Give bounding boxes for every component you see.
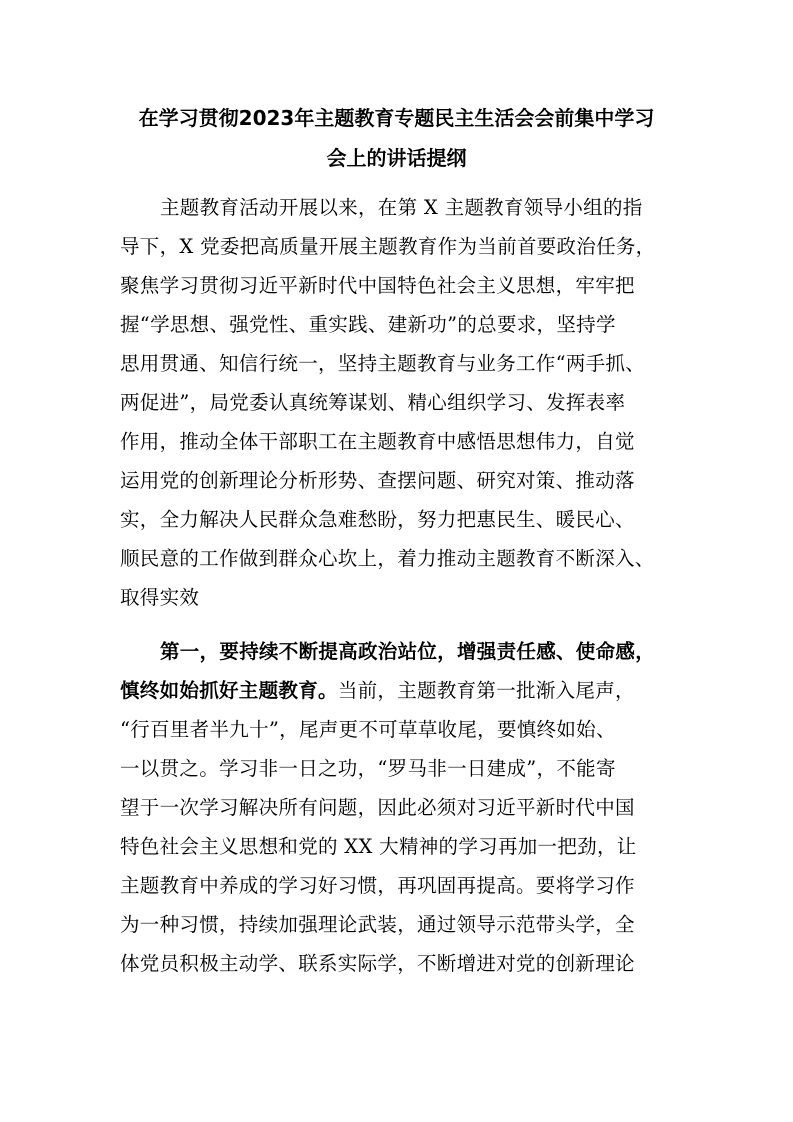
section-1-heading-line-1: 第一，要持续不断提高政治站位，增强责任感、使命感， bbox=[160, 640, 656, 663]
section-1-heading-bold: 慎终如始抓好主题教育。 bbox=[120, 679, 338, 702]
intro-paragraph-line: 握“学思想、强党性、重实践、建新功”的总要求，坚持学 bbox=[120, 313, 616, 336]
intro-paragraph-line: 两促进”，局党委认真统筹谋划、精心组织学习、发挥表率 bbox=[120, 391, 626, 414]
section-1-heading-line-2 bbox=[120, 678, 635, 704]
section-1-heading-rest: 当前，主题教育第一批渐入尾声， bbox=[337, 679, 635, 702]
section-1-body-line: 望于一次学习解决所有问题，因此必须对习近平新时代中国 bbox=[120, 796, 635, 819]
section-1-body-line: 一以贯之。学习非一日之功，“罗马非一日建成”，不能寄 bbox=[120, 757, 616, 780]
intro-paragraph-line: 运用党的创新理论分析形势、查摆问题、研究对策、推动落 bbox=[120, 469, 635, 492]
intro-paragraph-line: 作用，推动全体干部职工在主题教育中感悟思想伟力，自觉 bbox=[120, 430, 635, 453]
section-1-body-line: 主题教育中养成的学习好习惯，再巩固再提高。要将学习作 bbox=[120, 874, 635, 897]
intro-paragraph-line: 导下，X 党委把高质量开展主题教育作为当前首要政治任务， bbox=[120, 235, 656, 258]
section-1-body-line: 为一种习惯，持续加强理论武装，通过领导示范带头学，全 bbox=[120, 913, 635, 936]
intro-paragraph-line: 取得实效 bbox=[120, 586, 200, 609]
section-1-body-line: 特色社会主义思想和党的 XX 大精神的学习再加一把劲，让 bbox=[120, 835, 637, 858]
document-title-line-2: 会上的讲话提纲 bbox=[326, 146, 467, 170]
section-1-body-line: “行百里者半九十”，尾声更不可草草收尾，要慎终如始、 bbox=[120, 718, 616, 741]
intro-paragraph-line: 实，全力解决人民群众急难愁盼，努力把惠民生、暖民心、 bbox=[120, 508, 635, 531]
section-1-body-line: 体党员积极主动学、联系实际学，不断增进对党的创新理论 bbox=[120, 952, 635, 975]
document-title-line-1: 在学习贯彻2023年主题教育专题民主生活会会前集中学习 bbox=[138, 106, 655, 130]
intro-paragraph-line: 主题教育活动开展以来，在第 X 主题教育领导小组的指 bbox=[160, 196, 643, 219]
intro-paragraph-line: 思用贯通、知信行统一，坚持主题教育与业务工作“两手抓、 bbox=[120, 352, 646, 375]
intro-paragraph-line: 顺民意的工作做到群众心坎上，着力推动主题教育不断深入、 bbox=[120, 547, 655, 570]
intro-paragraph-line: 聚焦学习贯彻习近平新时代中国特色社会主义思想，牢牢把 bbox=[120, 274, 635, 297]
